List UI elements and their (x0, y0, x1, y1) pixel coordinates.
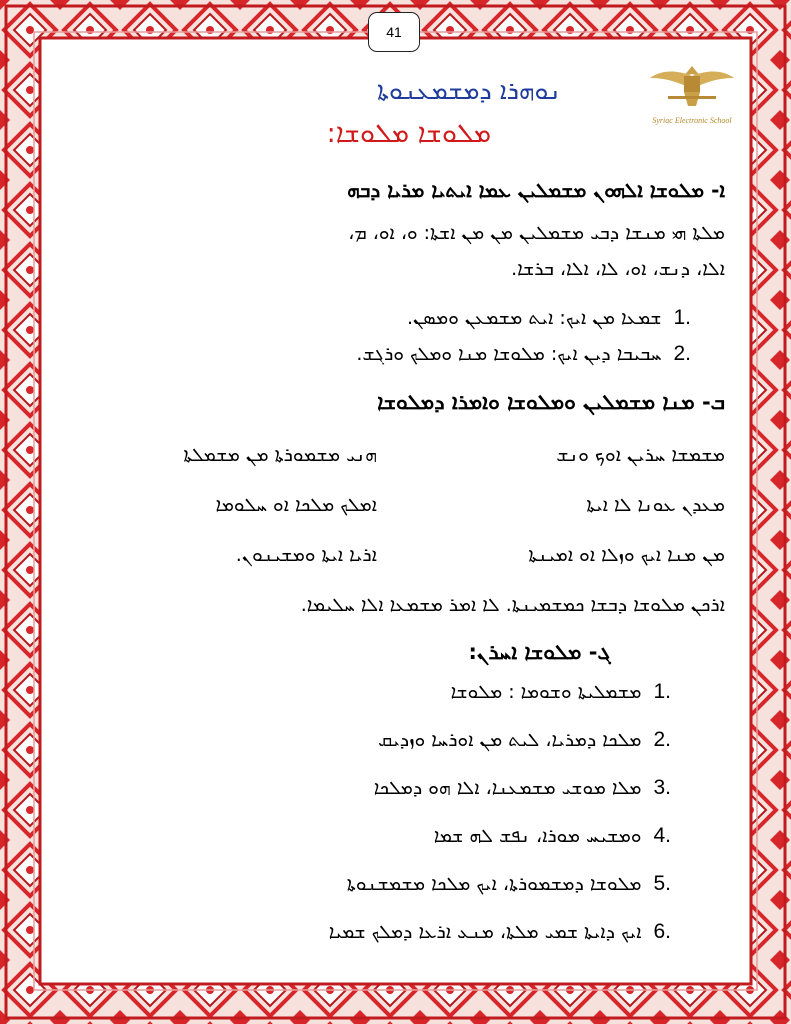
list-item (374, 776, 671, 800)
table-cell: ܡܥܕܢ ܥܘܢܐ ܠܐ ܐܝܬܐ (586, 494, 725, 516)
list-item-text: ܡܠܟܐ ܕܡܪܝܐ، ܠܝܬ ܡܢ ܐܘܪܚܐ ܘܙܕܝܩ (378, 729, 642, 751)
list-item-number: 3. (653, 776, 671, 799)
list-item-text: ܡܠܐ ܡܘܫܝ ܡܫܡܥܢܐ، ܐܠܐ ܗܘ ܕܡܠܟܐ (373, 777, 642, 799)
page-number: 41 (368, 12, 420, 52)
table-cell: ܡܢ ܡܢܐ ܐܝܟ ܘܙܠܐ ܐܘ ܐܡܝܢܬܐ (528, 544, 725, 566)
list-item-number: 5. (653, 872, 671, 895)
section-a-heading: ܐ- ܡܠܘܫܐ ܐܠܗܘܢ ܡܫܡܠܝܢ ܥܡܐ ܐܝܬܝܐ ܡܪܝܐ ܕܒܗ (347, 178, 725, 202)
section-a-line: ܐܠܐ، ܕܢܫ، ܐܘ، ܠܐ، ܐܠܐ، ܒܪܫܐ. (511, 258, 725, 280)
list-item (451, 680, 671, 704)
list-item-number: 1. (673, 306, 691, 329)
list-item-text: ܡܫܡܠܝܬܐ ܘܫܘܡܐ : ܡܠܘܫܐ (450, 681, 642, 703)
list-item (378, 728, 671, 752)
list-item-text: ܡܠܘܫܐ ܕܡܫܡܘܪܬܐ، ܐܝܟ ܡܠܟܐ ܡܫܡܫܢܘܬܐ (346, 873, 642, 895)
list-item-number: 2. (653, 728, 671, 751)
list-item (329, 920, 671, 944)
table-cell: ܐܪܝܐ ܐܝܬܐ ܘܡܫܝܢܘܢ. (235, 544, 377, 566)
list-item (347, 872, 671, 896)
page-subtitle: ܡܠܘܫܐ ܡܠܘܫܐ: (326, 118, 491, 149)
list-item-text: ܚܒܝܒܐ ܕܝܢ ܐܝܟ: ܡܠܘܫܐ ܡܢܐ ܘܡܠܟ ܘܪܓܫ. (356, 343, 662, 365)
table-cell: ܐܪܟܢ ܡܠܘܫܐ ܕܒܫܐ ܟܡܫܡܝܢܬܐ. ܠܐ ܐܡܪ ܡܫܡܥܐ ܐܠܐ ܚܠܝܡܐ. (300, 594, 725, 616)
list-item (407, 306, 691, 330)
list-item-text: ܫܡܥܐ ܡܢ ܐܝܟ: ܐܝܬ ܡܫܡܥܢ ܘܡܣܢ. (407, 307, 662, 329)
section-a-line: ܡܠܬܐ ܗܝ ܡܢܫܐ ܕܒܝ ܡܫܡܠܝܢ ܡܢ ܡܢ ܐܫܬܐ: ܘ، ܐܘ، ܡ، (348, 222, 725, 244)
section-c-heading: ܓ- ܡܠܘܫܐ ܐܚܪܢ: (468, 640, 611, 664)
list-item-number: 6. (653, 920, 671, 943)
content (60, 74, 731, 964)
list-item-number: 2. (673, 342, 691, 365)
table-cell: ܗܢܝ ܡܫܡܘܪܬܐ ܡܢ ܡܫܡܠܬܐ (183, 444, 377, 466)
table-cell: ܐܡܠܟ ܡܠܟܐ ܐܘ ܚܠܘܡܐ (215, 494, 377, 516)
list-item-text: ܘܡܫܝܚ ܡܘܪܐ، ܢܦܫ ܠܗ ܫܡܐ (433, 825, 642, 847)
page-title: ܢܘܗܪܐ ܕܡܫܡܥܢܘܬܐ (377, 76, 561, 105)
list-item-number: 1. (653, 680, 671, 703)
table-cell: ܡܫܡܫܐ ܚܪܝܢ ܐܘܟ ܘܢܫ (556, 444, 725, 466)
list-item-text: ܐܝܟ ܕܐܝܬܐ ܫܡܝ ܡܠܬܐ، ܡܢܥ ܐܪܥܐ ܕܡܠܟ ܫܡܝܐ (328, 921, 642, 943)
logo-caption: Syriac Electronic School (652, 116, 732, 125)
list-item (356, 342, 691, 366)
list-item (434, 824, 671, 848)
list-item-number: 4. (653, 824, 671, 847)
section-b-heading: ܒ- ܡܢܐ ܡܫܡܠܝܢ ܘܡܠܘܫܐ ܘܐܡܪܐ ܕܡܠܘܫܐ (377, 390, 725, 414)
